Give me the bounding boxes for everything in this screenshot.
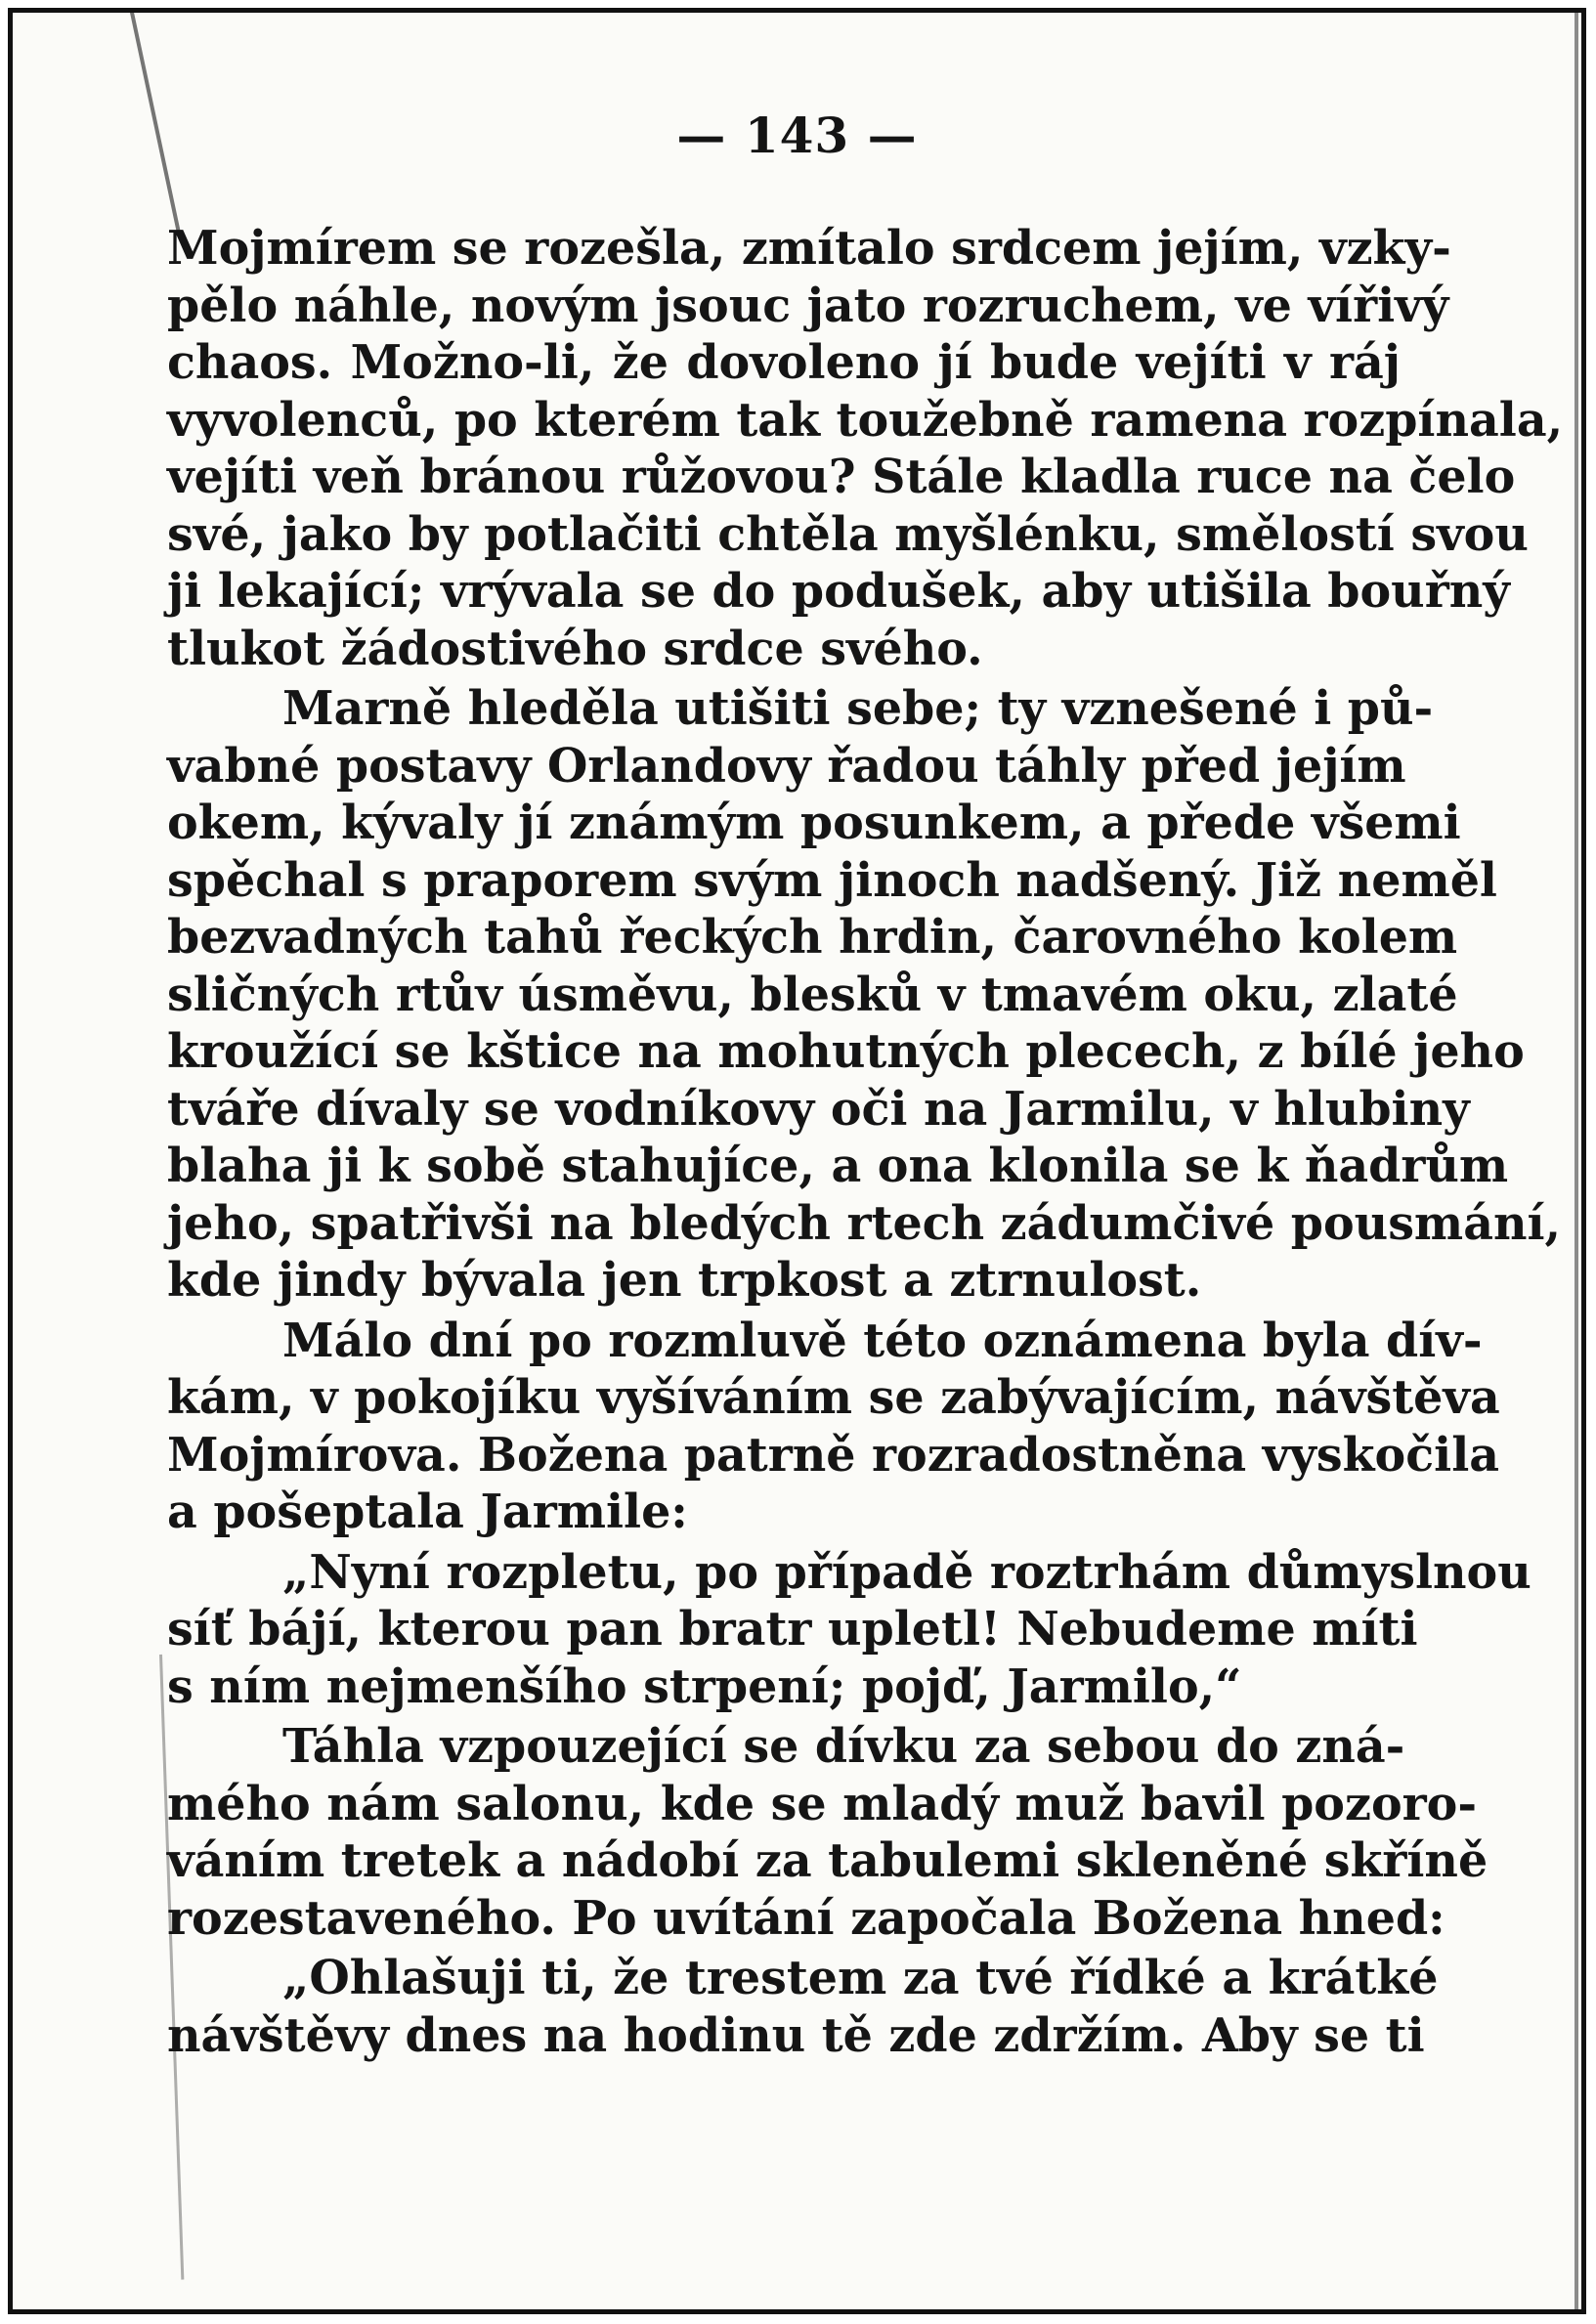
text-line: kroužící se kštice na mohutných plecech, z bílé jeho [167, 1024, 1525, 1079]
text-line: bezvadných tahů řeckých hrdin, čarovného kolem [167, 910, 1458, 965]
text-line: váním tretek a nádobí za tabulemi skleněné skříně [167, 1833, 1488, 1888]
text-line: Marně hleděla utišiti sebe; ty vznešené i pů- [282, 681, 1434, 736]
text-line: vabné postavy Orlandovy řadou táhly před jejím [167, 738, 1406, 794]
paragraph [167, 1544, 1531, 1716]
text-line: „Ohlašuji ti, že trestem za tvé řídké a krátké [282, 1951, 1439, 2005]
text-line: kde jindy bývala jen trpkost a ztrnulost. [167, 1253, 1202, 1308]
page-number: — 143 — [676, 107, 918, 164]
body-text [167, 220, 1564, 2067]
scan-edge-line [1574, 13, 1578, 2314]
text-line: Mojmírem se rozešla, zmítalo srdcem jejím, vzky- [167, 221, 1451, 276]
paragraph [167, 680, 1562, 1310]
text-line: Málo dní po rozmluvě této oznámena byla dív- [282, 1313, 1483, 1368]
paragraph [167, 1950, 1439, 2064]
text-line: rozestaveného. Po uvítání započala Božena hned: [167, 1890, 1445, 1946]
text-line: své, jako by potlačiti chtěla myšlénku, smělostí svou [167, 506, 1529, 562]
text-line: tváře dívaly se vodníkovy oči na Jarmilu, v hlubiny [167, 1081, 1470, 1137]
text-line: vejíti veň bránou růžovou? Stále kladla ruce na čelo [167, 450, 1516, 504]
text-line: sličných rtův úsměvu, blesků v tmavém oku, zlaté [167, 967, 1458, 1022]
text-line: chaos. Možno-li, že dovoleno jí bude vejíti v ráj [167, 335, 1401, 390]
text-line: spěchal s praporem svým jinoch nadšený. Již neměl [167, 852, 1497, 908]
text-line: kám, v pokojíku vyšíváním se zabývajícím, návštěva [167, 1370, 1500, 1425]
text-line: Táhla vzpouzející se dívku za sebou do zná- [282, 1719, 1405, 1774]
text-line: blaha ji k sobě stahujíce, a ona klonila se k ňadrům [167, 1139, 1509, 1193]
text-line: pělo náhle, novým jsouc jato rozruchem, ve vířivý [167, 278, 1449, 333]
text-line: a pošeptala Jarmile: [167, 1485, 688, 1539]
text-line: mého nám salonu, kde se mladý muž bavil pozoro- [167, 1776, 1478, 1831]
text-line: „Nyní rozpletu, po případě roztrhám důmyslnou [282, 1544, 1531, 1600]
text-line: okem, kývaly jí známým posunkem, a přede všemi [167, 796, 1461, 850]
paragraph [167, 1718, 1488, 1947]
text-line: návštěvy dnes na hodinu tě zde zdržím. Aby se ti [167, 2007, 1425, 2063]
text-line: vyvolenců, po kterém tak toužebně ramena rozpínala, [167, 392, 1564, 448]
paragraph [167, 1313, 1500, 1541]
text-line: síť bájí, kterou pan bratr upletl! Nebudeme míti [167, 1602, 1418, 1657]
text-line: ji lekající; vrývala se do podušek, aby utišila bouřný [167, 564, 1510, 619]
scanned-page [8, 8, 1586, 2314]
text-line: Mojmírova. Božena patrně rozradostněna vyskočila [167, 1427, 1500, 1483]
text-line: jeho, spatřivši na bledých rtech zádumčivé pousmání, [167, 1195, 1562, 1251]
text-line: tlukot žádostivého srdce svého. [167, 621, 983, 676]
paragraph [167, 220, 1564, 677]
text-line: s ním nejmenšího strpení; pojď, Jarmilo,“ [167, 1658, 1242, 1714]
